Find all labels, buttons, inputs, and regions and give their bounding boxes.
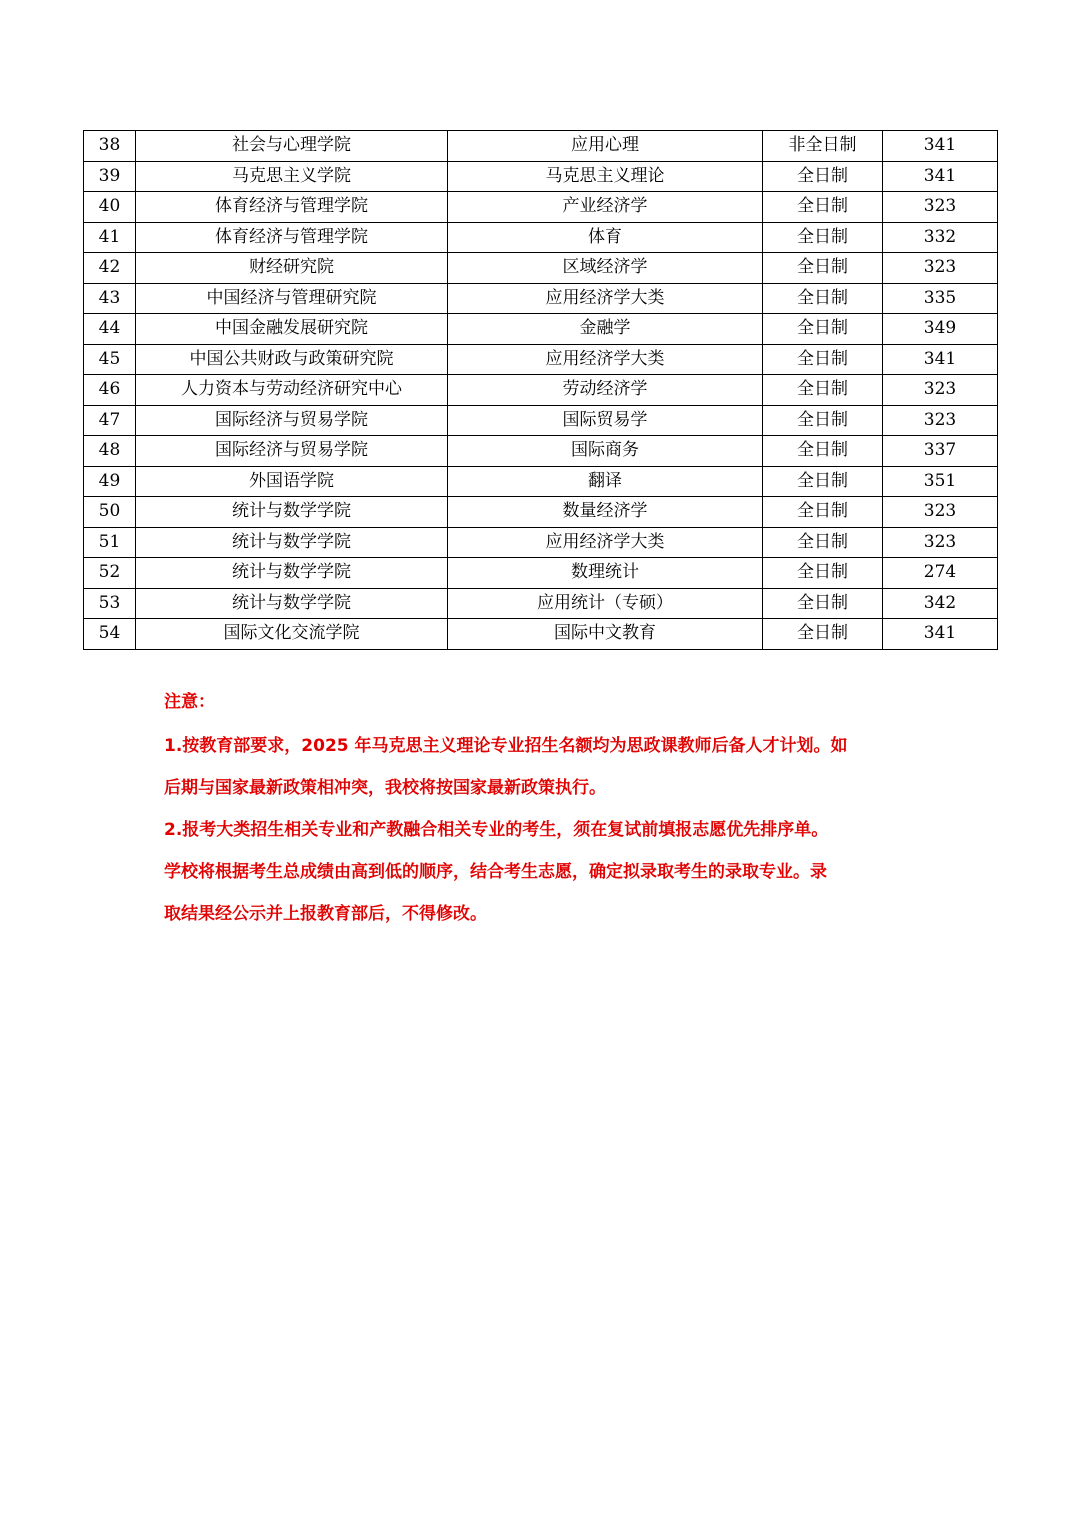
- note-line: 学校将根据考生总成绩由高到低的顺序，结合考生志愿，确定拟录取考生的录取专业。录: [164, 862, 827, 882]
- major-cell: 马克思主义理论: [448, 161, 763, 192]
- study-mode-cell: 全日制: [763, 344, 883, 375]
- study-mode-cell: 全日制: [763, 161, 883, 192]
- table-row: [84, 558, 998, 589]
- score-cell: 337: [883, 436, 998, 467]
- row-number-cell: 47: [84, 405, 136, 436]
- study-mode-cell: 全日制: [763, 222, 883, 253]
- table-row: [84, 619, 998, 650]
- score-cell: 323: [883, 527, 998, 558]
- score-cell: 341: [883, 344, 998, 375]
- table-body: [84, 131, 998, 650]
- row-number-cell: 42: [84, 253, 136, 284]
- study-mode-cell: 全日制: [763, 253, 883, 284]
- table-row: [84, 375, 998, 406]
- school-cell: 社会与心理学院: [136, 131, 448, 162]
- note-line: 2.报考大类招生相关专业和产教融合相关专业的考生，须在复试前填报志愿优先排序单。: [164, 820, 829, 840]
- major-cell: 体育: [448, 222, 763, 253]
- row-number-cell: 54: [84, 619, 136, 650]
- score-cell: 323: [883, 405, 998, 436]
- table-row: [84, 314, 998, 345]
- major-cell: 国际商务: [448, 436, 763, 467]
- note-line: 后期与国家最新政策相冲突，我校将按国家最新政策执行。: [164, 778, 606, 798]
- major-cell: 应用统计（专硕）: [448, 588, 763, 619]
- major-cell: 应用心理: [448, 131, 763, 162]
- school-cell: 马克思主义学院: [136, 161, 448, 192]
- table-row: [84, 588, 998, 619]
- score-cell: 323: [883, 375, 998, 406]
- row-number-cell: 51: [84, 527, 136, 558]
- school-cell: 体育经济与管理学院: [136, 222, 448, 253]
- school-cell: 外国语学院: [136, 466, 448, 497]
- major-cell: 数理统计: [448, 558, 763, 589]
- school-cell: 统计与数学学院: [136, 588, 448, 619]
- table-row: [84, 344, 998, 375]
- table-row: [84, 192, 998, 223]
- score-cell: 274: [883, 558, 998, 589]
- score-cell: 332: [883, 222, 998, 253]
- notes-section: [164, 683, 934, 935]
- score-cell: 323: [883, 192, 998, 223]
- table-row: [84, 466, 998, 497]
- row-number-cell: 46: [84, 375, 136, 406]
- school-cell: 统计与数学学院: [136, 558, 448, 589]
- table-row: [84, 527, 998, 558]
- school-cell: 国际文化交流学院: [136, 619, 448, 650]
- table-row: [84, 283, 998, 314]
- school-cell: 中国公共财政与政策研究院: [136, 344, 448, 375]
- school-cell: 中国金融发展研究院: [136, 314, 448, 345]
- major-cell: 国际贸易学: [448, 405, 763, 436]
- row-number-cell: 39: [84, 161, 136, 192]
- row-number-cell: 38: [84, 131, 136, 162]
- major-cell: 国际中文教育: [448, 619, 763, 650]
- score-cell: 349: [883, 314, 998, 345]
- score-cell: 335: [883, 283, 998, 314]
- table-row: [84, 161, 998, 192]
- row-number-cell: 50: [84, 497, 136, 528]
- major-cell: 数量经济学: [448, 497, 763, 528]
- major-cell: 劳动经济学: [448, 375, 763, 406]
- study-mode-cell: 非全日制: [763, 131, 883, 162]
- major-cell: 区域经济学: [448, 253, 763, 284]
- row-number-cell: 40: [84, 192, 136, 223]
- score-cell: 341: [883, 161, 998, 192]
- table-row: [84, 497, 998, 528]
- study-mode-cell: 全日制: [763, 283, 883, 314]
- score-table: [83, 130, 998, 650]
- school-cell: 统计与数学学院: [136, 527, 448, 558]
- study-mode-cell: 全日制: [763, 527, 883, 558]
- study-mode-cell: 全日制: [763, 192, 883, 223]
- major-cell: 应用经济学大类: [448, 283, 763, 314]
- row-number-cell: 44: [84, 314, 136, 345]
- school-cell: 中国经济与管理研究院: [136, 283, 448, 314]
- major-cell: 应用经济学大类: [448, 527, 763, 558]
- score-cell: 323: [883, 497, 998, 528]
- major-cell: 应用经济学大类: [448, 344, 763, 375]
- school-cell: 国际经济与贸易学院: [136, 436, 448, 467]
- score-cell: 342: [883, 588, 998, 619]
- study-mode-cell: 全日制: [763, 314, 883, 345]
- study-mode-cell: 全日制: [763, 588, 883, 619]
- table-row: [84, 253, 998, 284]
- school-cell: 财经研究院: [136, 253, 448, 284]
- table-row: [84, 405, 998, 436]
- school-cell: 统计与数学学院: [136, 497, 448, 528]
- major-cell: 产业经济学: [448, 192, 763, 223]
- major-cell: 金融学: [448, 314, 763, 345]
- major-cell: 翻译: [448, 466, 763, 497]
- table-row: [84, 436, 998, 467]
- row-number-cell: 49: [84, 466, 136, 497]
- score-cell: 341: [883, 619, 998, 650]
- table-row: [84, 222, 998, 253]
- study-mode-cell: 全日制: [763, 619, 883, 650]
- row-number-cell: 52: [84, 558, 136, 589]
- study-mode-cell: 全日制: [763, 497, 883, 528]
- score-cell: 341: [883, 131, 998, 162]
- study-mode-cell: 全日制: [763, 405, 883, 436]
- score-cell: 323: [883, 253, 998, 284]
- note-line: 取结果经公示并上报教育部后，不得修改。: [164, 904, 487, 924]
- notes-title: 注意：: [164, 692, 215, 712]
- note-line: 1.按教育部要求，2025 年马克思主义理论专业招生名额均为思政课教师后备人才计划。如: [164, 736, 848, 756]
- study-mode-cell: 全日制: [763, 375, 883, 406]
- row-number-cell: 41: [84, 222, 136, 253]
- row-number-cell: 43: [84, 283, 136, 314]
- school-cell: 国际经济与贸易学院: [136, 405, 448, 436]
- score-cell: 351: [883, 466, 998, 497]
- school-cell: 人力资本与劳动经济研究中心: [136, 375, 448, 406]
- study-mode-cell: 全日制: [763, 436, 883, 467]
- table-row: [84, 131, 998, 162]
- study-mode-cell: 全日制: [763, 466, 883, 497]
- study-mode-cell: 全日制: [763, 558, 883, 589]
- row-number-cell: 53: [84, 588, 136, 619]
- row-number-cell: 45: [84, 344, 136, 375]
- row-number-cell: 48: [84, 436, 136, 467]
- school-cell: 体育经济与管理学院: [136, 192, 448, 223]
